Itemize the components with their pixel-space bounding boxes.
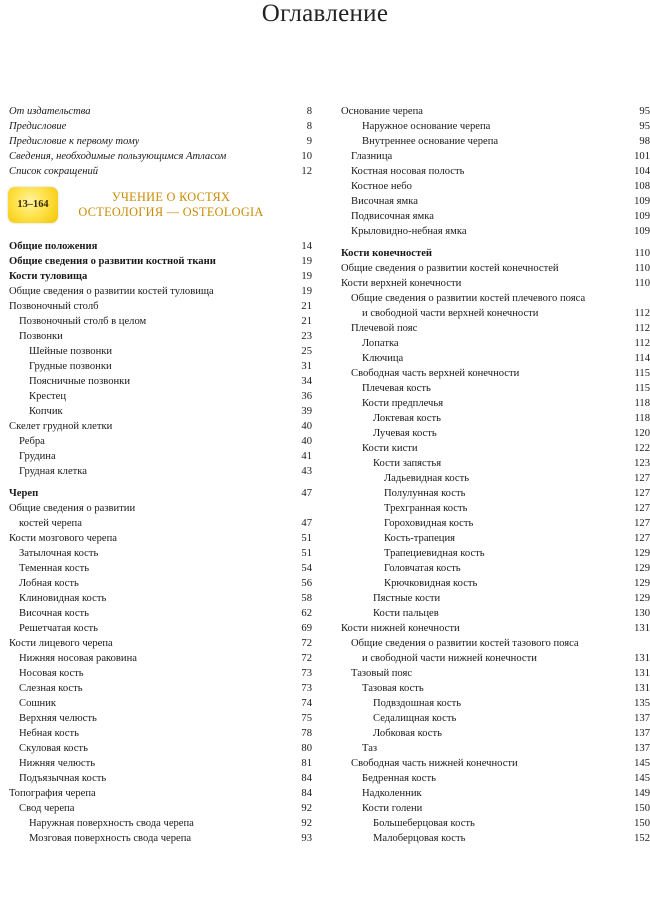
toc-entry-label[interactable]: Седалищная кость — [373, 713, 457, 724]
toc-entry-label[interactable]: Лобная кость — [19, 578, 79, 589]
toc-entry-label[interactable]: Позвонки — [19, 331, 63, 342]
toc-entry-label[interactable]: Предисловие — [9, 121, 67, 132]
toc-entry-label[interactable]: Тазовый пояс — [351, 668, 413, 679]
toc-entry-label[interactable]: Пястные кости — [373, 593, 441, 604]
toc-page-number: 123 — [634, 458, 650, 469]
toc-page-number: 95 — [639, 121, 650, 132]
toc-entry-label[interactable]: Кости пальцев — [373, 608, 439, 619]
toc-entry-label[interactable]: Общие сведения о развитии костной ткани — [9, 256, 216, 267]
toc-page-number: 118 — [634, 413, 650, 424]
toc-entry-label[interactable]: Основание черепа — [341, 106, 423, 117]
toc-entry-label[interactable]: Шейные позвонки — [29, 346, 113, 357]
toc-page-number: 109 — [634, 211, 650, 222]
toc-entry-label[interactable]: Крыловидно-небная ямка — [351, 226, 467, 237]
toc-page-number: 110 — [634, 278, 650, 289]
toc-entry-label[interactable]: Позвоночный столб в целом — [19, 316, 147, 327]
toc-entry-label[interactable]: Лопатка — [362, 338, 399, 349]
toc-entry-label[interactable]: костей черепа — [19, 518, 82, 529]
toc-page-number: 23 — [301, 331, 312, 342]
toc-page-number: 40 — [301, 421, 312, 432]
toc-entry-label[interactable]: Свод черепа — [19, 803, 75, 814]
toc-page-number: 122 — [634, 443, 650, 454]
toc-page-number: 40 — [301, 436, 312, 447]
toc-page-number: 112 — [634, 323, 650, 334]
toc-page-number: 129 — [634, 578, 650, 589]
toc-entry-label[interactable]: Таз — [362, 743, 378, 754]
toc-page-number: 81 — [301, 758, 312, 769]
toc-entry-label[interactable]: Полулунная кость — [384, 488, 466, 499]
toc-page-number: 92 — [301, 818, 312, 829]
toc-page-number: 131 — [634, 668, 650, 679]
toc-page-number: 93 — [301, 833, 312, 844]
section-page-badge: 13–164 — [8, 187, 58, 223]
toc-page-number: 8 — [306, 106, 312, 117]
toc-entry-label[interactable]: Костная носовая полость — [351, 166, 465, 177]
toc-page-number: 131 — [634, 623, 650, 634]
toc-page-number: 51 — [301, 533, 312, 544]
toc-page-number: 127 — [634, 518, 650, 529]
toc-entry-label[interactable]: Кости лицевого черепа — [9, 638, 113, 649]
toc-entry-label[interactable]: Теменная кость — [19, 563, 90, 574]
toc-entry-label[interactable]: Подвздошная кость — [373, 698, 462, 709]
toc-page-number: 129 — [634, 563, 650, 574]
toc-entry-label[interactable]: Поясничные позвонки — [29, 376, 130, 387]
toc-page-number: 62 — [301, 608, 312, 619]
toc-page-number: 34 — [301, 376, 312, 387]
toc-page-number: 92 — [301, 803, 312, 814]
toc-page-number: 14 — [301, 241, 312, 252]
toc-page-number: 137 — [634, 743, 650, 754]
toc-entry-label[interactable]: Кости туловища — [9, 271, 88, 282]
toc-page-number: 98 — [639, 136, 650, 147]
toc-entry-label[interactable]: Локтевая кость — [373, 413, 441, 424]
toc-page-number: 51 — [301, 548, 312, 559]
toc-entry-label[interactable]: Скелет грудной клетки — [9, 421, 113, 432]
toc-page-number: 12 — [301, 166, 312, 177]
toc-entry-label[interactable]: Общие сведения о развитии — [9, 503, 136, 514]
toc-entry-label[interactable]: Предисловие к первому тому — [9, 136, 140, 147]
toc-entry-label[interactable]: Лучевая кость — [373, 428, 437, 439]
toc-entry-label[interactable]: Ключица — [362, 353, 404, 364]
toc-page-number: 130 — [634, 608, 650, 619]
toc-entry-label[interactable]: Скуловая кость — [19, 743, 88, 754]
toc-entry-label[interactable]: Большеберцовая кость — [373, 818, 475, 829]
toc-page-number: 131 — [634, 683, 650, 694]
toc-entry-label[interactable]: Лобковая кость — [373, 728, 442, 739]
toc-page-number: 36 — [301, 391, 312, 402]
toc-page-number: 115 — [634, 383, 650, 394]
toc-entry-label[interactable]: Крестец — [29, 391, 67, 402]
toc-entry-label[interactable]: Кости нижней конечности — [341, 623, 460, 634]
toc-entry-label[interactable]: Крючковидная кость — [384, 578, 478, 589]
toc-entry-label[interactable]: Головчатая кость — [384, 563, 461, 574]
toc-page-number: 137 — [634, 713, 650, 724]
toc-page-number: 72 — [301, 653, 312, 664]
toc-page-number: 120 — [634, 428, 650, 439]
toc-entry-label[interactable]: Грудина — [19, 451, 56, 462]
toc-entry-label[interactable]: Решетчатая кость — [19, 623, 99, 634]
toc-entry-label[interactable]: Грудные позвонки — [29, 361, 112, 372]
toc-entry-label[interactable]: Трапециевидная кость — [384, 548, 485, 559]
toc-entry-label[interactable]: Костное небо — [351, 181, 412, 192]
toc-entry-label[interactable]: Свободная часть верхней конечности — [351, 368, 520, 379]
toc-entry-label[interactable]: Кости мозгового черепа — [9, 533, 117, 544]
toc-page-number: 112 — [634, 308, 650, 319]
toc-page-number: 127 — [634, 533, 650, 544]
toc-page-number: 114 — [634, 353, 650, 364]
section-title — [66, 190, 276, 220]
toc-page-number: 25 — [301, 346, 312, 357]
toc-entry-label[interactable]: Кости кисти — [362, 443, 418, 454]
toc-page-number: 54 — [301, 563, 312, 574]
toc-entry-label[interactable]: и свободной части верхней конечности — [362, 308, 539, 319]
toc-page-number: 129 — [634, 593, 650, 604]
toc-entry-label[interactable]: Тазовая кость — [362, 683, 424, 694]
toc-entry-label[interactable]: Список сокращений — [9, 166, 99, 177]
toc-page-number: 39 — [301, 406, 312, 417]
toc-entry-label[interactable]: Надколенник — [362, 788, 422, 799]
toc-page-number: 8 — [306, 121, 312, 132]
toc-entry-label[interactable]: Кость-трапеция — [384, 533, 455, 544]
toc-page-number: 104 — [634, 166, 650, 177]
toc-entry-label[interactable]: Грудная клетка — [19, 466, 87, 477]
toc-entry-label[interactable]: Подвисочная ямка — [351, 211, 434, 222]
toc-page-number: 43 — [301, 466, 312, 477]
toc-entry-label[interactable]: Носовая кость — [19, 668, 84, 679]
toc-page-number: 31 — [301, 361, 312, 372]
toc-page-number: 41 — [301, 451, 312, 462]
toc-entry-label[interactable]: Наружное основание черепа — [362, 121, 491, 132]
section-title-line: УЧЕНИЕ О КОСТЯХ — [111, 190, 231, 204]
toc-page-number: 10 — [301, 151, 312, 162]
toc-page-number: 21 — [301, 316, 312, 327]
toc-entry-label[interactable]: Малоберцовая кость — [373, 833, 466, 844]
toc-page-number: 9 — [306, 136, 312, 147]
toc-entry-label[interactable]: Клиновидная кость — [19, 593, 107, 604]
toc-entry-label[interactable]: Копчик — [29, 406, 63, 417]
toc-page-number: 135 — [634, 698, 650, 709]
toc-page-number: 109 — [634, 226, 650, 237]
toc-entry-label[interactable]: Височная кость — [19, 608, 90, 619]
toc-page-number: 112 — [634, 338, 650, 349]
toc-page-number: 72 — [301, 638, 312, 649]
page-title: Оглавление — [261, 0, 389, 27]
toc-entry-label[interactable]: Наружная поверхность свода черепа — [29, 818, 194, 829]
toc-page-number: 127 — [634, 473, 650, 484]
toc-page-number: 129 — [634, 548, 650, 559]
toc-page-number: 75 — [301, 713, 312, 724]
toc-entry-label[interactable]: и свободной части нижней конечности — [362, 653, 537, 664]
toc-page-number: 145 — [634, 758, 650, 769]
toc-entry-label[interactable]: Позвоночный столб — [9, 301, 99, 312]
section-title-line: ОСТЕОЛОГИЯ — OSTEOLOGIA — [78, 205, 264, 219]
toc-entry-label[interactable]: Слезная кость — [19, 683, 83, 694]
toc-entry-label[interactable]: Височная ямка — [351, 196, 418, 207]
toc-entry-label[interactable]: Свободная часть нижней конечности — [351, 758, 518, 769]
toc-page-number: 73 — [301, 683, 312, 694]
toc-entry-label[interactable]: Нижняя челюсть — [19, 758, 96, 769]
toc-entry-label[interactable]: Кости конечностей — [341, 248, 432, 259]
toc-page-number: 149 — [634, 788, 650, 799]
toc-entry-label[interactable]: От издательства — [9, 106, 91, 117]
toc-entry-label[interactable]: Кости голени — [362, 803, 423, 814]
toc-page-number: 47 — [301, 518, 312, 529]
toc-page-number: 115 — [634, 368, 650, 379]
toc-entry-label[interactable]: Трехгранная кость — [384, 503, 468, 514]
toc-page-number: 110 — [634, 263, 650, 274]
toc-entry-label[interactable]: Сошник — [19, 698, 57, 709]
toc-page-number: 84 — [301, 788, 312, 799]
toc-entry-label[interactable]: Кости предплечья — [362, 398, 444, 409]
section-header — [9, 183, 312, 232]
toc-page-number: 137 — [634, 728, 650, 739]
toc-entry-label[interactable]: Череп — [9, 488, 39, 499]
toc-entry-label[interactable]: Плечевой пояс — [351, 323, 418, 334]
toc-page-number: 78 — [301, 728, 312, 739]
toc-entry-label[interactable]: Общие положения — [9, 241, 98, 252]
toc-page-number: 56 — [301, 578, 312, 589]
toc-entry-label[interactable]: Кости верхней конечности — [341, 278, 462, 289]
toc-entry-label[interactable]: Верхняя челюсть — [19, 713, 97, 724]
toc-entry-label[interactable]: Кости запястья — [373, 458, 442, 469]
toc-left-column — [9, 104, 312, 846]
toc-entry-label[interactable]: Общие сведения о развитии костей конечностей — [341, 263, 559, 274]
toc-page-number: 109 — [634, 196, 650, 207]
toc-page-number: 84 — [301, 773, 312, 784]
toc-entry-label[interactable]: Общие сведения о развитии костей плечевого пояса — [351, 293, 586, 304]
toc-entry-label[interactable]: Ребра — [19, 436, 45, 447]
toc-entry-label[interactable]: Бедренная кость — [362, 773, 436, 784]
toc-entry-label[interactable]: Сведения, необходимые пользующимся Атласом — [9, 151, 227, 162]
toc-entry-label[interactable]: Плечевая кость — [362, 383, 431, 394]
toc-page-number: 108 — [634, 181, 650, 192]
toc-page-number: 95 — [639, 106, 650, 117]
toc-entry-label[interactable]: Внутреннее основание черепа — [362, 136, 499, 147]
toc-entry-label[interactable]: Ладьевидная кость — [384, 473, 470, 484]
toc-page-number: 150 — [634, 803, 650, 814]
toc-page-number: 47 — [301, 488, 312, 499]
toc-page-number: 101 — [634, 151, 650, 162]
toc-page-number: 21 — [301, 301, 312, 312]
toc-page-number: 19 — [301, 256, 312, 267]
toc-entry-label[interactable]: Глазница — [351, 151, 393, 162]
toc-entry-label[interactable]: Затылочная кость — [19, 548, 99, 559]
toc-entry-label[interactable]: Общие сведения о развитии костей туловища — [9, 286, 214, 297]
toc-entry-label[interactable]: Нижняя носовая раковина — [19, 653, 137, 664]
toc-entry-label[interactable]: Мозговая поверхность свода черепа — [29, 833, 192, 844]
toc-page-number: 69 — [301, 623, 312, 634]
toc-entry-label[interactable]: Топография черепа — [9, 788, 96, 799]
toc-page-number: 145 — [634, 773, 650, 784]
toc-page-number: 19 — [301, 286, 312, 297]
toc-page-number: 73 — [301, 668, 312, 679]
toc-entry-label[interactable]: Подъязычная кость — [19, 773, 107, 784]
toc-entry-label[interactable]: Небная кость — [19, 728, 79, 739]
toc-page-number: 152 — [634, 833, 650, 844]
toc-page-number: 127 — [634, 488, 650, 499]
toc-page-number: 80 — [301, 743, 312, 754]
toc-entry-label[interactable]: Общие сведения о развитии костей тазового пояса — [351, 638, 579, 649]
toc-page-number: 110 — [634, 248, 650, 259]
toc-page-number: 127 — [634, 503, 650, 514]
toc-page-number: 131 — [634, 653, 650, 664]
toc-page-number: 74 — [301, 698, 312, 709]
toc-page-number: 150 — [634, 818, 650, 829]
toc-page-number: 118 — [634, 398, 650, 409]
toc-page-number: 58 — [301, 593, 312, 604]
toc-entry-label[interactable]: Гороховидная кость — [384, 518, 474, 529]
toc-right-column — [341, 104, 650, 846]
toc-page-number: 19 — [301, 271, 312, 282]
